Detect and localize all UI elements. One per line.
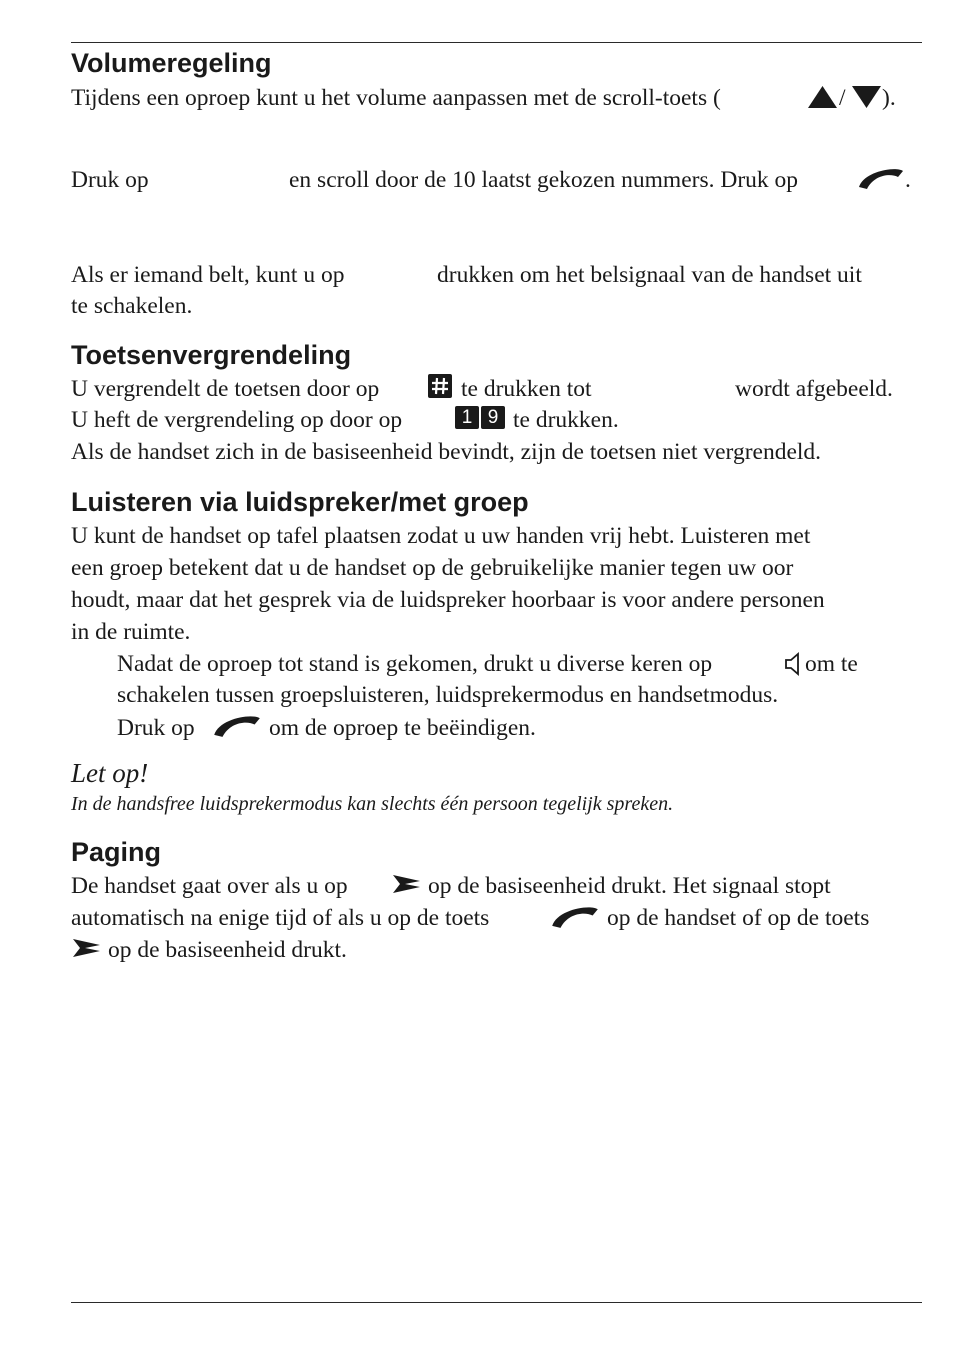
- key-9-icon: 9: [481, 406, 505, 429]
- paging-icon: [391, 873, 422, 895]
- paging-text-1b: op de basiseenheid drukt. Het signaal stopt: [428, 873, 831, 899]
- speaker-para-4: in de ruimte.: [71, 619, 191, 645]
- phone-handset-icon: [856, 163, 906, 191]
- heading-paging: Paging: [71, 837, 162, 867]
- paging-text-1a: De handset gaat over als u op: [71, 873, 348, 899]
- paging-text-2b: op de handset of op de toets: [607, 905, 870, 931]
- note-title: Let op!: [71, 758, 149, 788]
- ringer-text-b: drukken om het belsignaal van de handset uit: [437, 262, 862, 288]
- paging-text-3: op de basiseenheid drukt.: [108, 937, 347, 963]
- top-rule: [71, 42, 922, 43]
- speaker-step-1a: Nadat de oproep tot stand is gekomen, drukt u diverse keren op: [117, 651, 713, 677]
- keylock-note: Als de handset zich in de basiseenheid bevindt, zijn de toetsen niet vergrendeld.: [71, 439, 822, 465]
- speaker-step-1b: om te: [805, 651, 858, 677]
- unlock-text-a: U heft de vergrendeling op door op: [71, 407, 403, 433]
- note-text: In de handsfree luidsprekermodus kan slechts één persoon tegelijk spreken.: [71, 793, 674, 815]
- triangle-down-icon: [851, 85, 882, 109]
- unlock-text-b: te drukken.: [513, 407, 619, 433]
- speaker-para-3: houdt, maar dat het gesprek via de luidspreker hoorbaar is voor andere personen: [71, 587, 825, 613]
- bottom-rule: [71, 1302, 922, 1303]
- paging-icon: [71, 937, 102, 959]
- speaker-para-1: U kunt de handset op tafel plaatsen zodat u uw handen vrij hebt. Luisteren met: [71, 523, 811, 549]
- heading-keylock: Toetsenvergrendeling: [71, 340, 352, 370]
- speaker-step-2a: Druk op: [117, 715, 195, 741]
- speaker-para-2: een groep betekent dat u de handset op de gebruikelijke manier tegen uw oor: [71, 555, 794, 581]
- volume-end: ).: [882, 85, 896, 111]
- ringer-text-a: Als er iemand belt, kunt u op: [71, 262, 345, 288]
- heading-speaker: Luisteren via luidspreker/met groep: [71, 487, 529, 517]
- hash-key-icon: [428, 374, 452, 398]
- keylock-text-c: wordt afgebeeld.: [735, 376, 893, 402]
- speaker-step-1c: schakelen tussen groepsluisteren, luidsprekermodus en handsetmodus.: [117, 682, 779, 708]
- redial-end: .: [905, 167, 911, 193]
- heading-volume: Volumeregeling: [71, 48, 272, 78]
- speaker-step-2b: om de oproep te beëindigen.: [269, 715, 536, 741]
- phone-handset-icon: [549, 901, 601, 930]
- key-1-icon: 1: [455, 406, 479, 429]
- keylock-text-a: U vergrendelt de toetsen door op: [71, 376, 380, 402]
- redial-text-a: Druk op: [71, 167, 149, 193]
- speaker-icon: [784, 652, 802, 676]
- redial-text-b: en scroll door de 10 laatst gekozen nummers. Druk op: [289, 167, 799, 193]
- volume-sep: /: [839, 85, 846, 111]
- triangle-up-icon: [807, 85, 838, 109]
- phone-handset-icon: [211, 710, 263, 739]
- ringer-text-c: te schakelen.: [71, 293, 193, 319]
- keylock-text-b: te drukken tot: [461, 376, 592, 402]
- paging-text-2a: automatisch na enige tijd of als u op de toets: [71, 905, 490, 931]
- volume-text-a: Tijdens een oproep kunt u het volume aanpassen met de scroll-toets (: [71, 85, 721, 111]
